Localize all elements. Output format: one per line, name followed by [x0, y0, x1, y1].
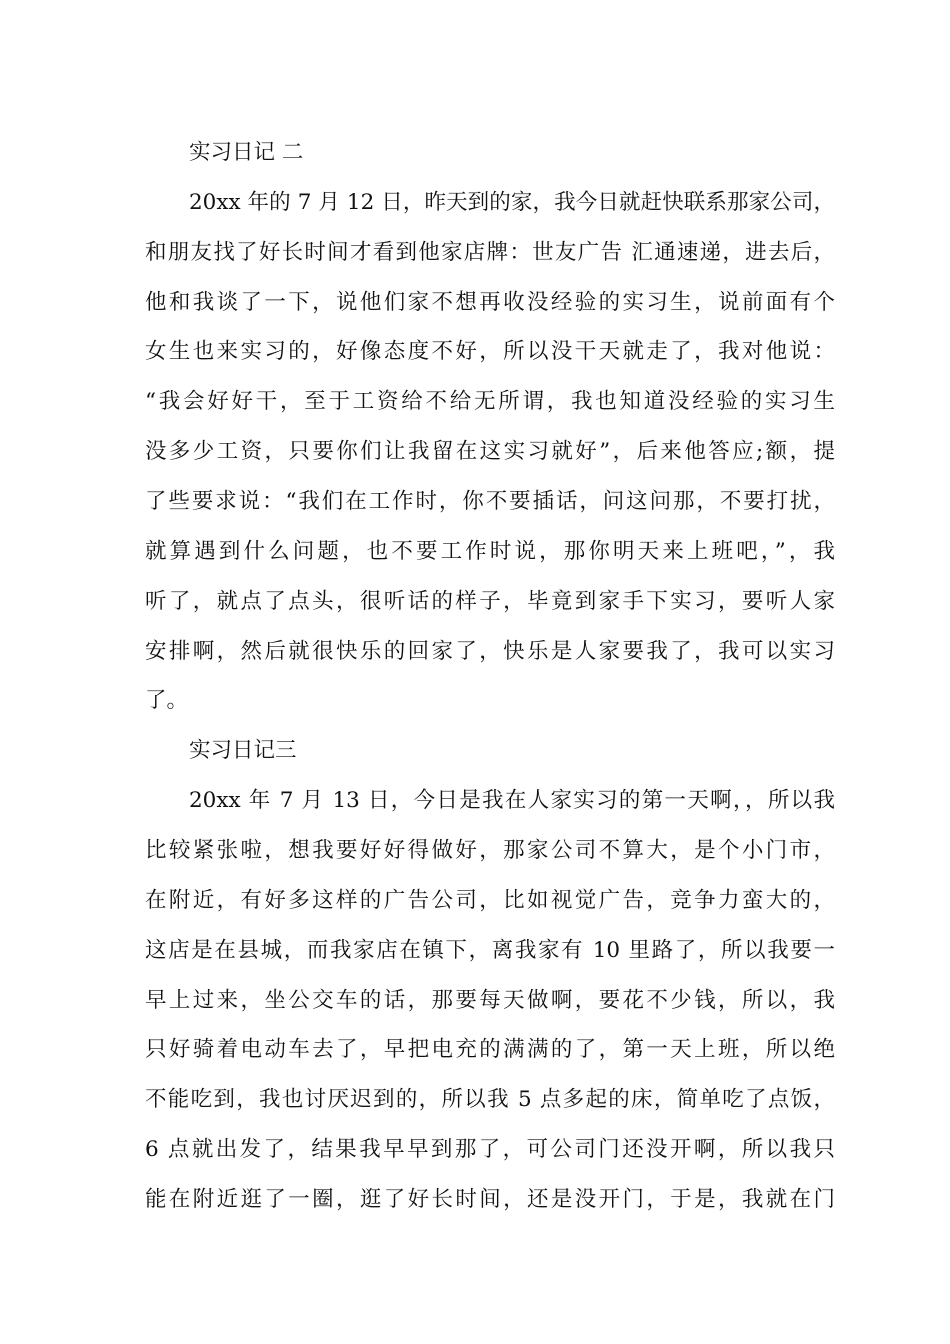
text-line: 20xx 年的 7 月 12 日，昨天到的家，我今日就赶快联系那家公司，	[189, 189, 835, 215]
text-line: 听了，就点了点头，很听话的样子，毕竟到家手下实习，要听人家	[145, 588, 835, 614]
text-line: 了。	[145, 688, 189, 714]
text-line: 就算遇到什么问题，也不要工作时说，那你明天来上班吧，”，我	[145, 538, 835, 564]
text-line: 了些要求说：“我们在工作时，你不要插话，问这问那，不要打扰，	[145, 488, 835, 514]
text-line: 比较紧张啦，想我要好好得做好，那家公司不算大，是个小门市，	[145, 837, 835, 863]
text-line: 6 点就出发了，结果我早早到那了，可公司门还没开啊，所以我只	[145, 1137, 835, 1162]
text-line: 能在附近逛了一圈，逛了好长时间，还是没开门，于是，我就在门	[145, 1186, 835, 1212]
text-line: “我会好好干，至于工资给不给无所谓，我也知道没经验的实习生	[145, 389, 835, 415]
text-line: 20xx 年 7 月 13 日，今日是我在人家实习的第一天啊，，所以我	[189, 788, 835, 814]
text-line: 女生也来实习的，好像态度不好，所以没干天就走了，我对他说：	[145, 339, 835, 365]
text-line: 在附近，有好多这样的广告公司，比如视觉广告，竞争力蛮大的，	[145, 887, 835, 913]
text-line: 和朋友找了好长时间才看到他家店牌：世友广告 汇通速递，进去后，	[145, 239, 835, 265]
text-line: 安排啊，然后就很快乐的回家了，快乐是人家要我了，我可以实习	[145, 638, 835, 664]
text-line: 只好骑着电动车去了，早把电充的满满的了，第一天上班，所以绝	[145, 1037, 835, 1063]
text-line: 实习日记 二	[189, 140, 304, 165]
text-line: 实习日记三	[189, 738, 297, 764]
text-line: 他和我谈了一下，说他们家不想再收没经验的实习生，说前面有个	[145, 289, 835, 315]
text-line: 早上过来，坐公交车的话，那要每天做啊，要花不少钱，所以，我	[145, 987, 835, 1013]
text-line: 不能吃到，我也讨厌迟到的，所以我 5 点多起的床，简单吃了点饭，	[145, 1087, 835, 1113]
text-line: 这店是在县城，而我家店在镇下，离我家有 10 里路了，所以我要一	[145, 937, 835, 963]
text-line: 没多少工资，只要你们让我留在这实习就好”，后来他答应;额，提	[145, 439, 835, 465]
